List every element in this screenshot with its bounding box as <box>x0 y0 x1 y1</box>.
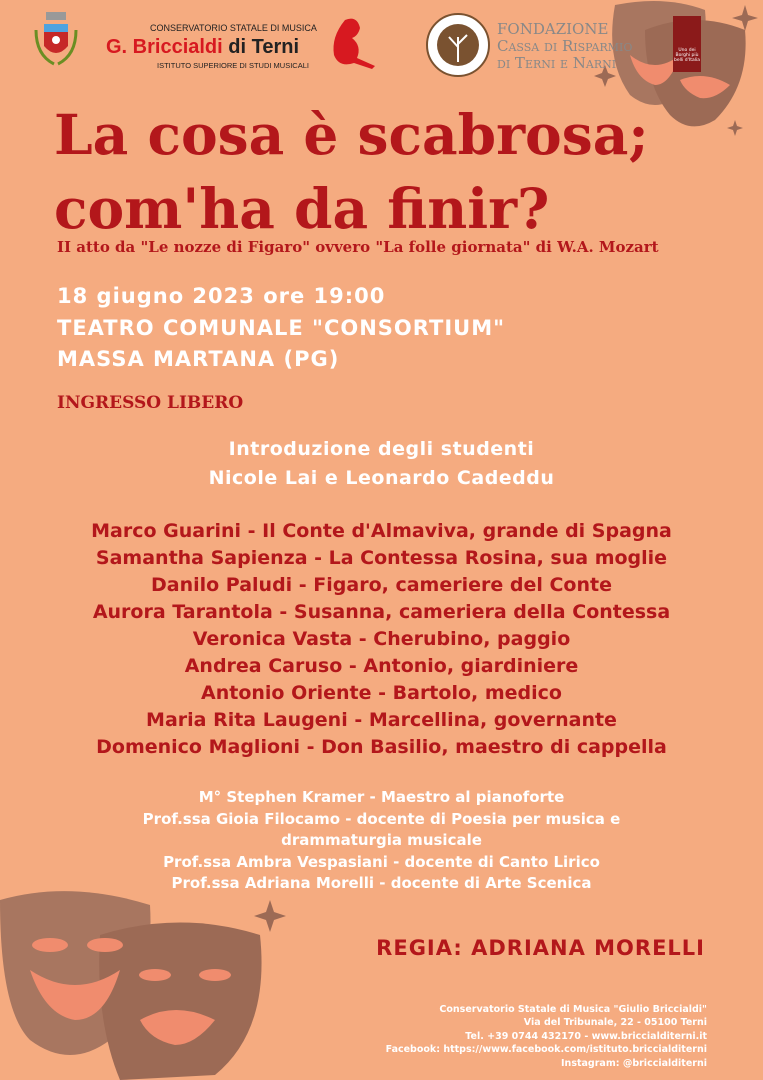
credits-list <box>0 787 763 895</box>
entry-info: INGRESSO LIBERO <box>57 393 244 413</box>
cast-item: Andrea Caruso - Antonio, giardiniere <box>184 655 579 677</box>
faun-logo-icon <box>330 15 380 70</box>
cast-list <box>0 518 763 761</box>
title-line-1: La cosa è scabrosa; <box>54 102 649 167</box>
conservatorio-name <box>106 36 299 59</box>
fondazione-text <box>497 21 632 72</box>
cast-item: Veronica Vasta - Cherubino, paggio <box>192 628 571 650</box>
credit-item: M° Stephen Kramer - Maestro al pianoforte <box>198 788 565 806</box>
conservatorio-top-text: CONSERVATORIO STATALE DI MUSICA <box>150 23 317 33</box>
conservatorio-bottom-text: ISTITUTO SUPERIORE DI STUDI MUSICALI <box>157 61 309 70</box>
theatre-masks-bottom-icon <box>0 880 320 1080</box>
introduction <box>0 435 763 493</box>
title-line-2: com'ha da finir? <box>54 176 550 241</box>
credit-item: Prof.ssa Ambra Vespasiani - docente di Canto Lirico <box>163 852 600 871</box>
footer-phone-web: Tel. +39 0744 432170 - www.briccialditerni.it <box>465 1030 707 1042</box>
borghi-logo: Uno dei Borghi più belli d'Italia <box>673 16 701 72</box>
subtitle: II atto da "Le nozze di Figaro" ovvero "La folle giornata" di W.A. Mozart <box>57 238 659 256</box>
footer-institution: Conservatorio Statale di Musica "Giulio Briccialdi" <box>439 1004 707 1015</box>
footer-contacts <box>386 1003 707 1070</box>
event-venue: TEATRO COMUNALE "CONSORTIUM" <box>57 316 506 340</box>
event-date: 18 giugno 2023 ore 19:00 <box>57 284 386 308</box>
intro-line: Introduzione degli studenti <box>228 438 535 460</box>
page-title <box>54 98 649 246</box>
conservatorio-name-a: G. Briccialdi <box>106 36 223 58</box>
credit-item: Prof.ssa Adriana Morelli - docente di Arte Scenica <box>171 874 592 892</box>
footer-facebook: Facebook: https://www.facebook.com/istituto.briccialditerni <box>385 1044 707 1056</box>
cast-item: Samantha Sapienza - La Contessa Rosina, sua moglie <box>95 547 668 569</box>
fondazione-line-1: FONDAZIONE <box>497 20 609 38</box>
cast-item: Aurora Tarantola - Susanna, cameriera della Contessa <box>92 601 671 623</box>
director-credit: REGIA: ADRIANA MORELLI <box>376 936 705 960</box>
cast-item: Antonio Oriente - Bartolo, medico <box>201 682 562 704</box>
credit-item: Prof.ssa Gioia Filocamo - docente di Poesia per musica e <box>142 809 621 828</box>
cast-item: Danilo Paludi - Figaro, cameriere del Conte <box>150 574 612 596</box>
fondazione-line-3: di Terni e Narni <box>497 54 617 72</box>
conservatorio-name-b: di Terni <box>228 36 300 58</box>
cast-item: Maria Rita Laugeni - Marcellina, governante <box>146 709 617 731</box>
cast-item: Marco Guarini - Il Conte d'Almaviva, grande di Spagna <box>91 520 672 542</box>
cast-item: Domenico Maglioni - Don Basilio, maestro di cappella <box>96 736 667 758</box>
event-place: MASSA MARTANA (PG) <box>57 347 340 371</box>
intro-students: Nicole Lai e Leonardo Cadeddu <box>208 467 555 489</box>
fondazione-line-2: Cassa di Risparmio <box>497 37 633 55</box>
fondazione-seal-logo <box>425 12 491 78</box>
credit-item: drammaturgia musicale <box>281 831 482 849</box>
footer-instagram: Instagram: @briccialditerni <box>561 1057 707 1069</box>
footer-address: Via del Tribunale, 22 - 05100 Terni <box>523 1017 707 1029</box>
comune-coat-of-arms-logo <box>32 10 80 68</box>
